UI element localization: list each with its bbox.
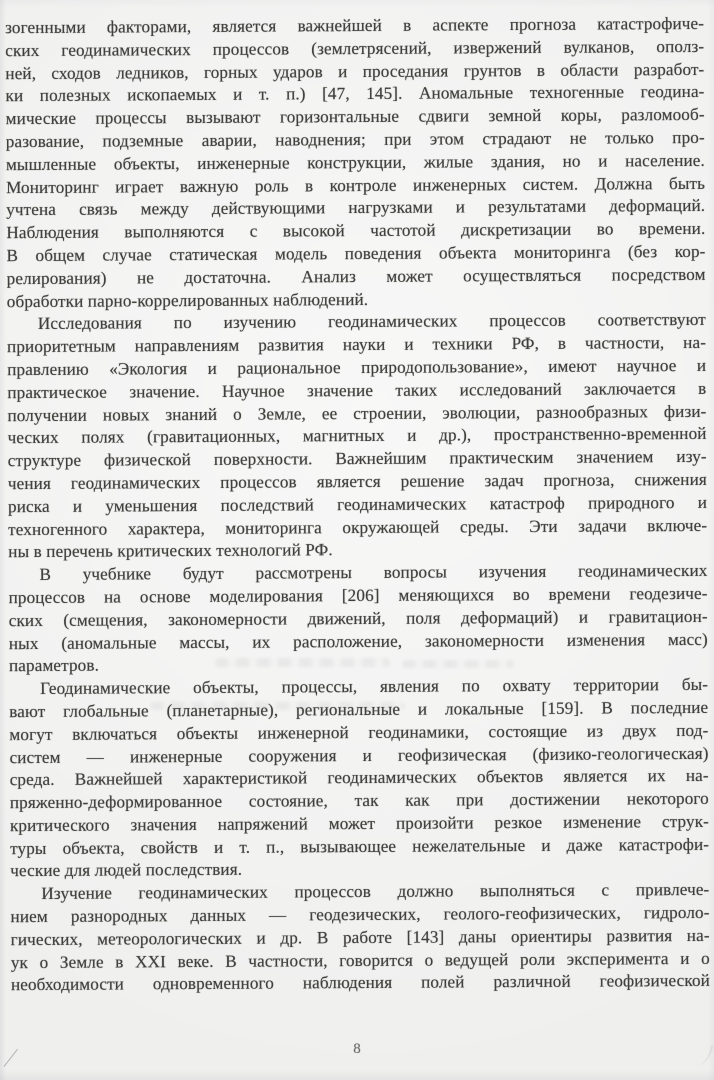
text-line: процессов на основе моделирования [206] меняющихся во времени геодезиче- <box>8 583 708 608</box>
text-line: параметров. <box>8 655 100 676</box>
text-line: Изучение геодинамических процессов должно выполняться с привлече- <box>41 880 710 904</box>
text-line: нием разнородных данных — геодезических, геолого-геофизических, гидроло- <box>10 902 710 927</box>
text-line: гических, метеорологических и др. В работе [143] даны ориентиры развития на- <box>10 925 710 950</box>
text-line: разование, подземные аварии, наводнения; при этом страдают не только про- <box>5 127 705 152</box>
bleed-through-mark <box>215 658 390 667</box>
text-line: критического значения напряжений может произойти резкое изменение струк- <box>9 811 709 836</box>
text-line: зогенными факторами, является важнейшей в аспекте прогноза катастрофиче- <box>5 13 705 38</box>
bleed-through-mark <box>402 660 514 668</box>
text-line: правлению «Экология и рациональное природопользование», имеют научное и <box>7 355 707 380</box>
text-line: ук о Земле в XXI веке. В частности, говорится о ведущей роли эксперимента и о <box>10 948 710 972</box>
text-line: учтена связь между действующими нагрузками и результатами деформаций. <box>6 196 706 220</box>
paragraph <box>7 309 708 564</box>
text-line: ских геодинамических процессов (землетрясений, извержений вулканов, ополз- <box>5 36 705 60</box>
text-line: ней, сходов ледников, горных ударов и проседания грунтов в области разработ- <box>5 59 705 83</box>
text-line: ных (аномальные массы, их расположение, закономерности изменения масс) <box>8 629 708 653</box>
text-line: Исследования по изучению геодинамических процессов соответствуют <box>37 310 706 334</box>
text-line: систем — инженерные сооружения и геофизическая (физико-геологическая) <box>9 743 709 767</box>
page-text-block <box>5 13 710 998</box>
text-line: туры объекта, свойств и т. п., вызывающее нежелательные и даже катастрофи- <box>10 834 710 858</box>
text-line: ны в перечень критических технологий РФ. <box>8 540 333 562</box>
paragraph <box>10 879 710 997</box>
text-line: вают глобальные (планетарные), региональные и локальные [159]. В последние <box>9 697 709 722</box>
text-line: Мониторинг играет важную роль в контроле инженерных систем. Должна быть <box>5 173 706 197</box>
text-line: ских (смещения, закономерности движений, поля деформаций) и гравитацион- <box>8 606 708 630</box>
text-line: структуре физической поверхности. Важнейшим практическим значением изу- <box>7 447 707 471</box>
text-line: В общем случае статическая модель поведения объекта мониторинга (без кор- <box>6 241 706 266</box>
text-line: техногенного характера, мониторинга окружающей среды. Эти задачи включе- <box>8 515 708 539</box>
text-line: ческих полях (гравитационных, магнитных и др.), пространственно-временной <box>7 424 707 448</box>
text-line: могут включаться объекты инженерной геодинамики, состоящие из двух под- <box>9 720 709 744</box>
paragraph <box>5 13 706 314</box>
text-line: ческие для людей последствия. <box>10 860 243 881</box>
text-line: среда. Важнейшей характеристикой геодинамических объектов является их на- <box>9 766 709 790</box>
text-line: мические процессы вызывают горизонтальные сдвиги земной коры, разломооб- <box>5 105 705 129</box>
text-line: ки полезных ископаемых и т. п.) [47, 145]. Аномальные техногенные геодина- <box>5 82 705 106</box>
text-line: чения геодинамических процессов является решение задач прогноза, снижения <box>7 469 707 494</box>
text-line: получении новых знаний о Земле, ее строении, эволюции, разнообразных физи- <box>7 401 707 425</box>
text-line: пряженно-деформированное состояние, так как при достижении некоторого <box>9 788 709 813</box>
text-line: мышленные объекты, инженерные конструкции, жилые здания, но и население. <box>5 150 705 174</box>
bleed-through-mark <box>150 702 405 710</box>
text-line: Наблюдения выполняются с высокой частотой дискретизации во времени. <box>6 219 706 243</box>
text-line: Геодинамические объекты, процессы, явления по охвату территории бы- <box>40 674 709 699</box>
text-line: обработки парно-коррелированных наблюдений. <box>6 289 369 311</box>
page-number: 8 <box>353 1041 361 1057</box>
text-line: необходимости одновременного наблюдения полей различной геофизической <box>10 971 710 995</box>
text-line: релирования) не достаточна. Анализ может осуществляться посредством <box>6 264 706 288</box>
text-line: В учебнике будут рассмотрены вопросы изучения геодинамических <box>39 560 708 585</box>
text-line: приоритетным направлениям развития науки и техники РФ, в частности, на- <box>6 333 707 357</box>
text-line: практическое значение. Научное значение таких исследований заключается в <box>7 378 707 402</box>
text-line: риска и уменьшения последствий геодинамических катастроф природного и <box>7 492 708 516</box>
